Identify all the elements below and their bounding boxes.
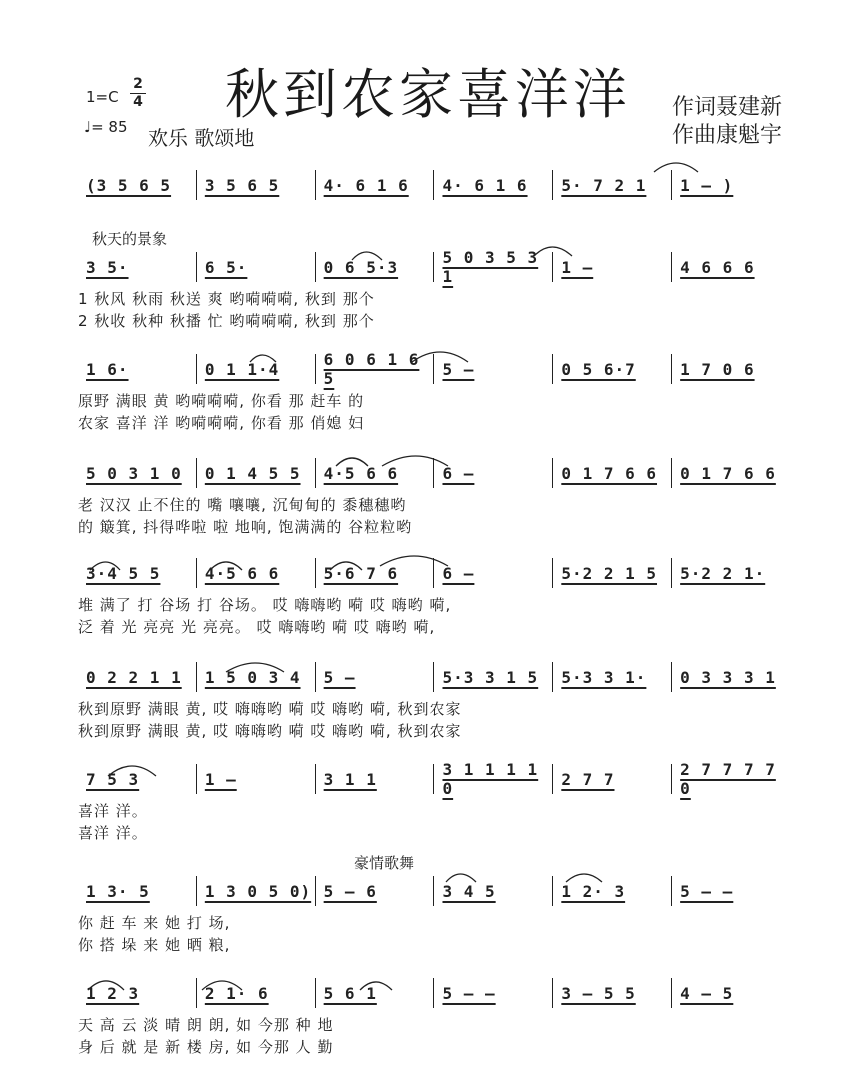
- measure-notes: 5·3 3 1 5: [442, 667, 539, 687]
- measure: [316, 458, 435, 488]
- lyric-line: 身 后 就 是 新 楼 房, 如 今那 人 勤: [78, 1038, 334, 1056]
- measure: [197, 252, 316, 282]
- measure: [553, 876, 672, 906]
- measure: [316, 978, 435, 1008]
- measure: [197, 458, 316, 488]
- measure-notes: 1 3· 5: [86, 881, 150, 901]
- measure-notes: 6 –: [442, 463, 475, 483]
- measure: [197, 354, 316, 384]
- measure: [316, 764, 435, 794]
- measure: [78, 170, 197, 200]
- measure: [197, 170, 316, 200]
- measure-notes: 5·6 7 6: [323, 563, 399, 583]
- measure-notes: 0 1 1·4: [204, 359, 280, 379]
- measure: [434, 876, 553, 906]
- measure-notes: 1 2· 3: [561, 881, 626, 901]
- measure-notes: 5 6 1: [323, 983, 377, 1003]
- measure-notes: 5 –: [323, 667, 356, 687]
- measure-notes: 3 4 5: [442, 881, 496, 901]
- measure-notes: 4 – 5: [680, 983, 734, 1003]
- measure: [553, 354, 672, 384]
- measure-notes: 3 5·: [86, 257, 129, 277]
- time-numerator: 2: [130, 76, 146, 94]
- measure: [197, 764, 316, 794]
- measure-notes: 4· 6 1 6: [442, 175, 528, 195]
- measure-notes: 6 0 6 1 6 5: [323, 350, 420, 388]
- measure-notes: 3 1 1: [323, 769, 377, 789]
- measure: [78, 764, 197, 794]
- measure: [553, 458, 672, 488]
- measure: [434, 354, 553, 384]
- measure-notes: 3·4 5 5: [86, 563, 161, 583]
- measure-notes: (3 5 6 5: [86, 175, 172, 195]
- notation-line: [78, 352, 790, 386]
- measure-notes: 6 –: [442, 563, 475, 583]
- measure: [316, 350, 435, 388]
- measure-notes: 2 7 7 7 7 0: [680, 760, 776, 798]
- lyric-line: 2 秋收 秋种 秋播 忙 哟嗬嗬嗬, 秋到 那个: [78, 312, 375, 330]
- notation-line: [78, 556, 790, 590]
- lyric-line: 喜洋 洋。: [78, 802, 148, 820]
- measure: [78, 354, 197, 384]
- measure-notes: 2 7 7: [561, 769, 615, 789]
- measure: [197, 558, 316, 588]
- notation-line: [78, 168, 790, 202]
- expression-marking: 欢乐 歌颂地: [148, 126, 255, 150]
- measure-notes: 0 3 3 3 1: [680, 667, 776, 687]
- lyric-line: 农家 喜洋 洋 哟嗬嗬嗬, 你看 那 俏媳 妇: [78, 414, 365, 432]
- measure-notes: 5 0 3 5 3 1: [442, 248, 539, 286]
- lyric-line: 喜洋 洋。: [78, 824, 148, 842]
- notation-line: [78, 762, 790, 796]
- measure-notes: 6 5·: [204, 257, 248, 277]
- measure: [672, 458, 790, 488]
- measure: [553, 978, 672, 1008]
- composer-credit: 作曲康魁宇: [672, 123, 783, 148]
- measure-notes: 5 – –: [442, 983, 496, 1003]
- notation-line: [78, 874, 790, 908]
- measure: [316, 170, 435, 200]
- measure-notes: 5·2 2 1 5: [561, 563, 658, 583]
- notation-line: [78, 250, 790, 284]
- measure-notes: 1 –: [561, 257, 594, 277]
- key-signature: 1=C: [86, 88, 119, 106]
- measure-notes: 5 – 6: [323, 881, 377, 901]
- measure-notes: 5·3 3 1·: [561, 667, 647, 687]
- measure-notes: 1 – ): [680, 175, 734, 195]
- measure: [672, 170, 790, 200]
- measure-notes: 0 1 4 5 5: [204, 463, 301, 483]
- measure: [197, 662, 316, 692]
- measure-notes: 3 5 6 5: [204, 175, 280, 195]
- measure-notes: 3 – 5 5: [561, 983, 636, 1003]
- measure: [78, 978, 197, 1008]
- tempo-marking: ♩= 85: [84, 118, 128, 136]
- notation-line: [78, 976, 790, 1010]
- lyric-line: 秋到原野 满眼 黄, 哎 嗨嗨哟 嗬 哎 嗨哟 嗬, 秋到农家: [78, 722, 462, 740]
- measure: [316, 252, 435, 282]
- lyric-line: 泛 着 光 亮亮 光 亮亮。 哎 嗨嗨哟 嗬 哎 嗨哟 嗬,: [78, 618, 436, 636]
- lyric-line: 天 高 云 淡 晴 朗 朗, 如 今那 种 地: [78, 1016, 334, 1034]
- measure-notes: 5· 7 2 1: [561, 175, 647, 195]
- measure-notes: 1 5 0 3 4: [204, 667, 301, 687]
- notation-line: [78, 660, 790, 694]
- measure: [197, 978, 316, 1008]
- measure-notes: 0 1 7 6 6: [680, 463, 776, 483]
- measure: [553, 170, 672, 200]
- section-label: 豪情歌舞: [354, 854, 415, 872]
- measure: [78, 252, 197, 282]
- measure: [553, 558, 672, 588]
- measure-notes: 1 3 0 5 0): [204, 881, 312, 901]
- measure: [434, 458, 553, 488]
- measure-notes: 1 7 0 6: [680, 359, 755, 379]
- measure: [434, 248, 553, 286]
- measure-notes: 0 6 5·3: [323, 257, 399, 277]
- measure-notes: 7 5 3: [86, 769, 140, 789]
- measure: [553, 764, 672, 794]
- measure-notes: 0 5 6·7: [561, 359, 636, 379]
- measure-notes: 5 0 3 1 0: [86, 463, 182, 483]
- measure-notes: 2 1· 6: [204, 983, 269, 1003]
- lyric-line: 老 汉汉 止不住的 嘴 嚷嚷, 沉甸甸的 黍穗穗哟: [78, 496, 407, 514]
- measure-notes: 0 1 7 6 6: [561, 463, 658, 483]
- measure-notes: 4· 6 1 6: [323, 175, 409, 195]
- measure-notes: 4·5 6 6: [204, 563, 280, 583]
- measure: [672, 760, 790, 798]
- measure: [197, 876, 316, 906]
- measure-notes: 5 – –: [680, 881, 734, 901]
- measure-notes: 0 2 2 1 1: [86, 667, 182, 687]
- measure-notes: 1 –: [204, 769, 237, 789]
- lyric-line: 你 赶 车 来 她 打 场,: [78, 914, 231, 932]
- measure: [78, 558, 197, 588]
- measure: [434, 978, 553, 1008]
- measure-notes: 1 2 3: [86, 983, 140, 1003]
- lyric-line: 的 簸箕, 抖得哗啦 啦 地响, 饱满满的 谷粒粒哟: [78, 518, 413, 536]
- lyricist-credit: 作词聂建新: [672, 95, 783, 120]
- page-title: 秋到农家喜洋洋: [225, 63, 631, 126]
- measure-notes: 3 1 1 1 1 0: [442, 760, 539, 798]
- lyric-line: 1 秋风 秋雨 秋送 爽 哟嗬嗬嗬, 秋到 那个: [78, 290, 375, 308]
- time-denominator: 4: [133, 94, 143, 110]
- measure-notes: 5·2 2 1·: [680, 563, 766, 583]
- lyric-line: 堆 满了 打 谷场 打 谷场。 哎 嗨嗨哟 嗬 哎 嗨哟 嗬,: [78, 596, 452, 614]
- measure: [434, 760, 553, 798]
- measure: [553, 252, 672, 282]
- lyric-line: 你 搭 垛 来 她 晒 粮,: [78, 936, 231, 954]
- measure: [672, 558, 790, 588]
- measure: [78, 662, 197, 692]
- notation-line: [78, 456, 790, 490]
- measure: [316, 558, 435, 588]
- measure: [316, 662, 435, 692]
- time-signature: [130, 76, 146, 111]
- section-label: 秋天的景象: [92, 230, 168, 248]
- measure: [316, 876, 435, 906]
- measure: [434, 662, 553, 692]
- measure: [78, 458, 197, 488]
- measure: [78, 876, 197, 906]
- measure-notes: 1 6·: [86, 359, 129, 379]
- lyric-line: 秋到原野 满眼 黄, 哎 嗨嗨哟 嗬 哎 嗨哟 嗬, 秋到农家: [78, 700, 462, 718]
- measure-notes: 5 –: [442, 359, 475, 379]
- measure: [434, 558, 553, 588]
- measure-notes: 4·5 6 6: [323, 463, 399, 483]
- measure: [672, 662, 790, 692]
- measure: [672, 252, 790, 282]
- lyric-line: 原野 满眼 黄 哟嗬嗬嗬, 你看 那 赶车 的: [78, 392, 365, 410]
- measure: [553, 662, 672, 692]
- measure-notes: 4 6 6 6: [680, 257, 755, 277]
- measure: [672, 354, 790, 384]
- measure: [434, 170, 553, 200]
- measure: [672, 978, 790, 1008]
- measure: [672, 876, 790, 906]
